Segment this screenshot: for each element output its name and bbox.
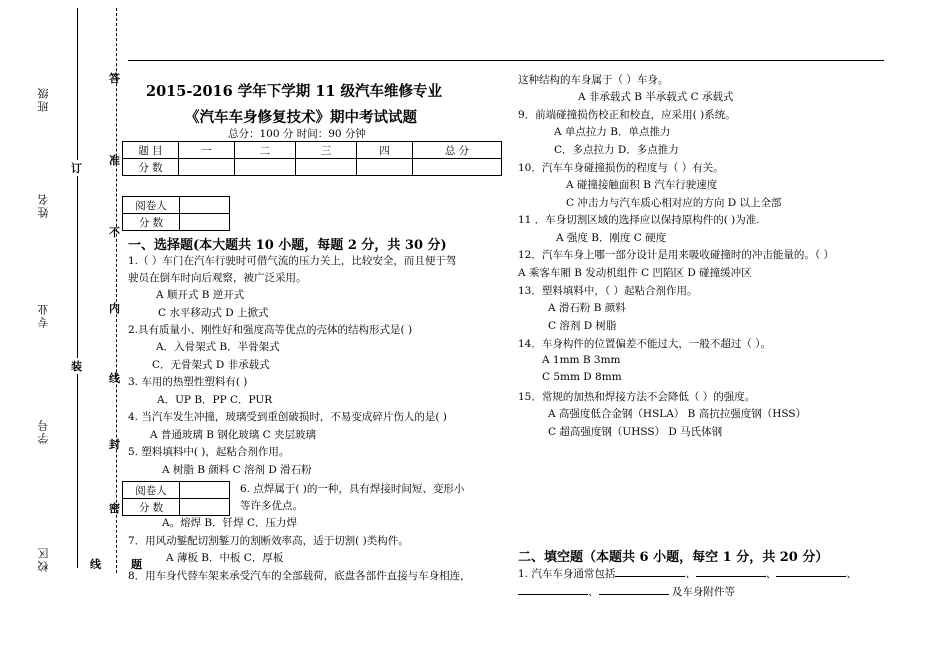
answer-blank[interactable] bbox=[696, 566, 766, 577]
grader-cell[interactable] bbox=[180, 482, 230, 499]
score-table-header: 总 分 bbox=[413, 142, 502, 159]
question-line: 驶员在倒车时向后观察，被广泛采用。 bbox=[128, 272, 307, 284]
question-line: 3. 车用的热塑性塑料有( ) bbox=[128, 376, 248, 388]
question-line: 12．汽车车身上哪一部分设计是用来吸收碰撞时的冲击能量的。（ ） bbox=[518, 249, 834, 261]
question-line: 这种结构的车身属于（ ）车身。 bbox=[518, 74, 669, 86]
answer-blank[interactable] bbox=[599, 584, 669, 595]
answer-blank[interactable] bbox=[776, 566, 846, 577]
option-line: A 强度 B．刚度 C 硬度 bbox=[556, 232, 667, 244]
option-line: C．无骨架式 D 非承载式 bbox=[152, 359, 270, 371]
question-line: 5. 塑料填料中( )，起粘合剂作用。 bbox=[128, 446, 290, 458]
score-cell[interactable] bbox=[413, 159, 502, 176]
seal-char: 不 bbox=[109, 226, 120, 239]
question-line: 13．塑料填料中，（ ）起粘合剂作用。 bbox=[518, 285, 698, 297]
option-line: A 薄板 B．中板 C．厚板 bbox=[166, 552, 284, 564]
option-line: A 1mm B 3mm bbox=[542, 354, 621, 366]
binding-mark-xian: 线 bbox=[90, 558, 101, 571]
score-table bbox=[122, 141, 502, 176]
seal-char: 内 bbox=[109, 302, 120, 315]
score-table-header: 三 bbox=[296, 142, 357, 159]
grader-box bbox=[122, 481, 230, 516]
fill-question-1-suffix: 及车身附件等 bbox=[668, 586, 735, 598]
question-line: 14．车身构件的位置偏差不能过大，一般不超过（ ）。 bbox=[518, 338, 771, 350]
score-cell[interactable] bbox=[357, 159, 413, 176]
option-line: A 树脂 B 颜料 C 溶剂 D 滑石粉 bbox=[162, 464, 312, 476]
student-id-label: 学号 bbox=[37, 418, 50, 444]
option-line: A 滑石粉 B 颜料 bbox=[548, 302, 626, 314]
binding-mark-ding: 订 bbox=[71, 162, 82, 175]
score-table-header: 一 bbox=[179, 142, 235, 159]
grader-score-label: 分 数 bbox=[123, 499, 180, 516]
score-cell[interactable] bbox=[296, 159, 357, 176]
option-line: C 冲击力与汽车质心相对应的方向 D 以上全部 bbox=[566, 197, 782, 209]
option-line: A 非承载式 B 半承载式 C 承载式 bbox=[578, 91, 734, 103]
score-table-header: 四 bbox=[357, 142, 413, 159]
grader-score-cell[interactable] bbox=[180, 499, 230, 516]
option-line: A 高强度低合金钢（HSLA） B 高抗拉强度钢（HSS） bbox=[548, 408, 807, 420]
option-line: A．入骨架式 B．半骨架式 bbox=[156, 341, 280, 353]
answer-blank[interactable] bbox=[518, 584, 588, 595]
question-line: 11 ．车身切割区域的选择应以保持原构件的( )为准. bbox=[518, 214, 760, 226]
fill-question-1-prefix: 1. 汽车车身通常包括 bbox=[518, 568, 616, 580]
seal-char: 密 bbox=[109, 502, 120, 515]
score-table-header: 二 bbox=[235, 142, 296, 159]
grader-label: 阅卷人 bbox=[123, 482, 180, 499]
grader-score-cell[interactable] bbox=[180, 214, 230, 231]
major-label: 专业 bbox=[37, 302, 50, 328]
option-line: A 单点拉力 B．单点推力 bbox=[554, 126, 671, 138]
option-line: C 5mm D 8mm bbox=[542, 371, 622, 383]
question-line: 15．常规的加热和焊接方法不会降低（ ）的强度。 bbox=[518, 391, 756, 403]
option-line: C 水平移动式 D 上掀式 bbox=[158, 307, 269, 319]
score-row-label: 分 数 bbox=[123, 159, 179, 176]
score-cell[interactable] bbox=[179, 159, 235, 176]
question-line: 10．汽车车身碰撞损伤的程度与（ ）有关。 bbox=[518, 162, 724, 174]
margin-line bbox=[77, 8, 78, 568]
score-table-header: 题 目 bbox=[123, 142, 179, 159]
score-cell[interactable] bbox=[235, 159, 296, 176]
grader-label: 阅卷人 bbox=[123, 197, 180, 214]
seal-char: 准 bbox=[109, 154, 120, 167]
option-line: C 溶剂 D 树脂 bbox=[548, 320, 617, 332]
section2-heading: 二、填空题（本题共 6 小题，每空 1 分，共 20 分） bbox=[518, 550, 829, 565]
question-line: 1.（ ）车门在汽车行驶时可借气流的压力关上，比较安全，而且便于驾 bbox=[128, 255, 457, 267]
question-line: 8．用车身代替车架来承受汽车的全部载荷，底盘各部件直接与车身相连， bbox=[128, 570, 471, 582]
question-line: 6. 点焊属于( )的一种，具有焊接时间短、变形小 bbox=[240, 483, 465, 495]
option-line: A 碰撞接触面积 B 汽车行驶速度 bbox=[566, 179, 718, 191]
name-label: 姓名 bbox=[37, 192, 50, 218]
grader-score-label: 分 数 bbox=[123, 214, 180, 231]
exam-info: 总分：100 分 时间：90 分钟 bbox=[228, 128, 366, 140]
header-rule bbox=[128, 60, 884, 61]
question-line: 9．前端碰撞损伤校正和校直，应采用( )系统。 bbox=[518, 109, 736, 121]
class-label: 班级 bbox=[37, 86, 50, 112]
option-line: A。熔焊 B．钎焊 C．压力焊 bbox=[162, 517, 298, 529]
option-line: A 乘客车厢 B 发动机组件 C 凹陷区 D 碰撞缓冲区 bbox=[518, 267, 752, 279]
exam-title-line2: 《汽车车身修复技术》期中考试试题 bbox=[185, 109, 417, 126]
option-line: A 顺开式 B 逆开式 bbox=[156, 289, 245, 301]
question-line: 等许多优点。 bbox=[240, 500, 303, 512]
question-line: 2.具有质量小、刚性好和强度高等优点的壳体的结构形式是( ) bbox=[128, 324, 413, 336]
grader-box bbox=[122, 196, 230, 231]
seal-char: 题 bbox=[131, 558, 142, 571]
option-line: A 普通玻璃 B 钢化玻璃 C 夹层玻璃 bbox=[150, 429, 317, 441]
fill-question-1: 1. 汽车车身通常包括 、 、 、 bbox=[518, 568, 857, 580]
seal-char: 封 bbox=[109, 438, 120, 451]
grader-cell[interactable] bbox=[180, 197, 230, 214]
answer-blank[interactable] bbox=[615, 566, 685, 577]
fill-question-1-cont: 、 及车身附件等 bbox=[518, 584, 735, 599]
binding-dashed-line bbox=[116, 8, 117, 573]
option-line: C．多点拉力 D．多点推力 bbox=[554, 144, 679, 156]
seal-char: 答 bbox=[109, 72, 120, 85]
seal-char: 线 bbox=[109, 372, 120, 385]
campus-label: 校区 bbox=[37, 546, 50, 572]
question-line: 4. 当汽车发生冲撞，玻璃受到重创破损时，不易变成碎片伤人的是( ) bbox=[128, 411, 447, 423]
option-line: A．UP B．PP C．PUR bbox=[157, 394, 273, 406]
option-line: C 超高强度钢（UHSS） D 马氏体钢 bbox=[548, 426, 723, 438]
section1-heading: 一、选择题(本大题共 10 小题，每题 2 分，共 30 分) bbox=[128, 238, 447, 253]
question-line: 7．用风动錾配切割錾刀的割断效率高，适于切割( )类构件。 bbox=[128, 535, 409, 547]
binding-mark-zhuang: 装 bbox=[71, 360, 82, 373]
exam-title-line1: 2015-2016 学年下学期 11 级汽车维修专业 bbox=[146, 83, 443, 100]
